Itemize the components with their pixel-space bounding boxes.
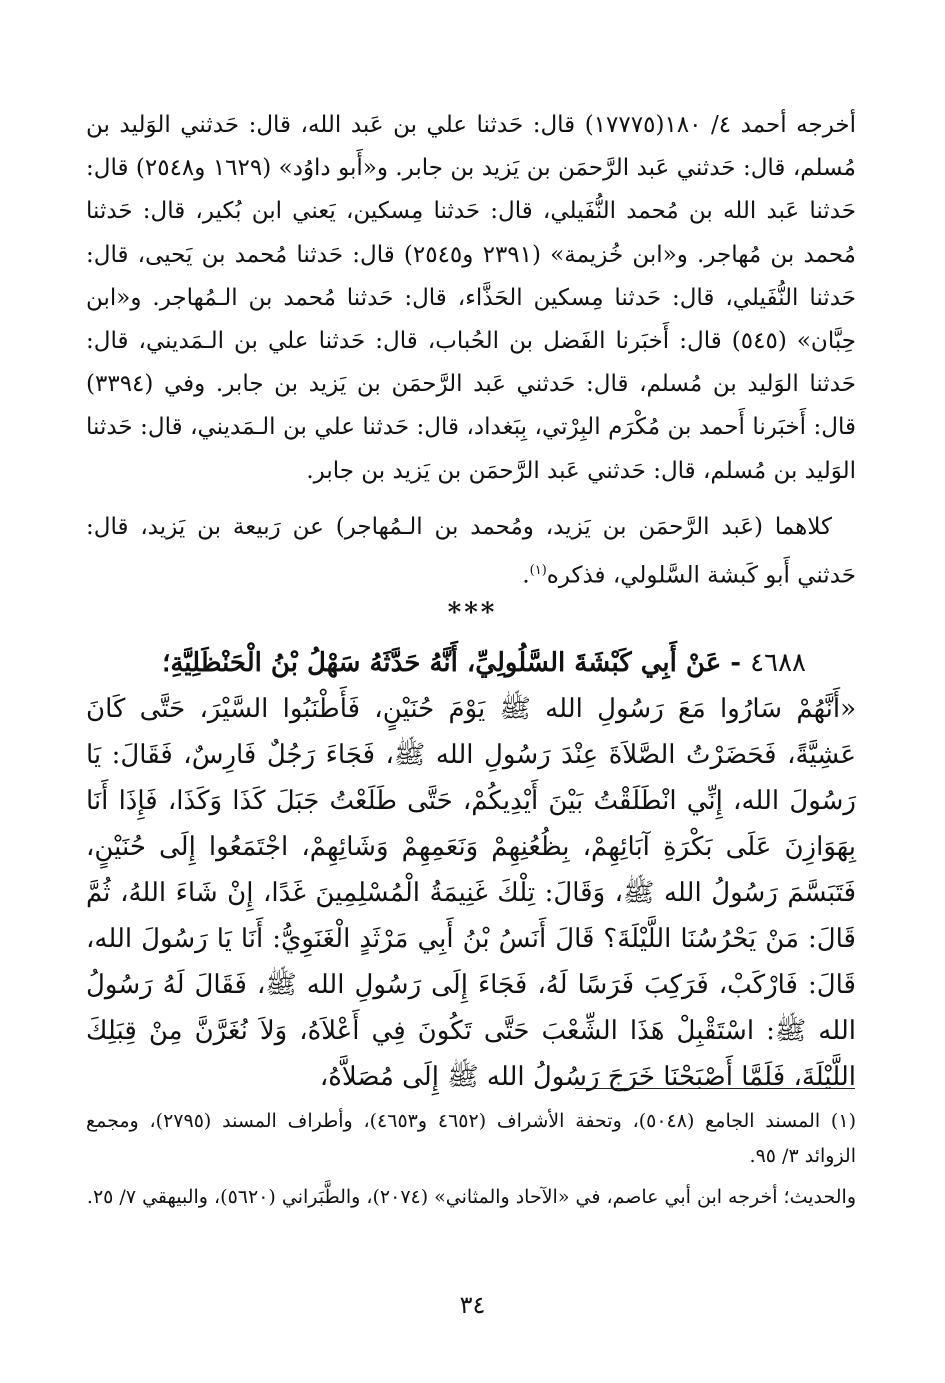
footnote-ref[interactable]: (١) <box>529 563 547 579</box>
chain-conclusion-text <box>86 506 856 598</box>
page-number: ٣٤ <box>459 1291 486 1319</box>
chain-conclusion-end: . <box>522 562 530 589</box>
footnote-1: (١) المسند الجامع (٥٠٤٨)، وتحفة الأشراف (٤٦٥٢ و٤٦٥٣)، وأطراف المسند (٢٧٩٥)، ومجمع الزوائد ٣/ ٩٥. <box>86 1110 856 1167</box>
hadith-number: ٤٦٨٨ <box>750 648 806 678</box>
takhrij-paragraph <box>86 104 856 493</box>
hadith-dash: - <box>730 648 742 678</box>
takhrij-text: أخرجه أحمد ٤/ ١٨٠(١٧٧٧٥) قال: حَدثنا علي بن عَبد الله، قال: حَدثني الوَليد بن مُسلم، قال: حَدثني عَبد الرَّحمَن بن يَزيد بن جابر. و«أَبو داوُد» (١٦٢٩ و٢٥٤٨) قال: حَدثنا عَبد الله بن مُحمد النُّفَيلي، قال: حَدثنا مِسكين، يَعني ابن بُكير، قال: حَدثنا مُحمد بن مُهاجر. و«ابن خُزيمة» (٢٣٩١ و٢٥٤٥) قال: حَدثنا مُحمد بن يَحيى، قال: حَدثنا النُّفَيلي، قال: حَدثنا مِسكين الحَذَّاء، قال: حَدثنا مُحمد بن الـمُهاجر. و«ابن حِبَّان» (٥٤٥) قال: أَخبَرنا الفَضل بن الحُباب، قال: حَدثنا علي بن الـمَديني، قال: حَدثنا الوَليد بن مُسلم، قال: حَدثني عَبد الرَّحمَن بن يَزيد بن جابر. وفي (٣٣٩٤) قال: أَخبَرنا أَحمد بن مُكْرَم البِرْتي، بِبَغداد، قال: حَدثنا علي بن الـمَديني، قال: حَدثنا الوَليد بن مُسلم، قال: حَدثني عَبد الرَّحمَن بن يَزيد بن جابر. <box>86 112 857 484</box>
footnote-2: والحديث؛ أخرجه ابن أبي عاصم، في «الآحاد والمثاني» (٢٠٧٤)، والطَّبَراني (٥٦٢٠)، والبيهقي ٧/ ٢٥. <box>86 1186 856 1208</box>
chain-conclusion-body: كلاهما (عَبد الرَّحمَن بن يَزيد، ومُحمد بن الـمُهاجر) عن رَبيعة بن يَزيد، قال: حَدثني أَبو كَبشة السَّلولي، فذكره <box>86 514 856 589</box>
hadith-heading <box>86 640 856 686</box>
section-separator: *** <box>447 598 498 628</box>
hadith-isnad: عَنْ أَبِي كَبْشَةَ السَّلُولِيِّ، أَنَّهُ حَدَّثَهُ سَهْلُ بْنُ الْحَنْظَلِيَّةِ؛ <box>162 648 722 678</box>
hadith-text: «أَنَّهُمْ سَارُوا مَعَ رَسُولِ الله ﷺ يَوْمَ حُنَيْنٍ، فَأَطْنَبُوا السَّيْرَ، حَتَّى كَانَ عَشِيَّةً، فَحَضَرْتُ الصَّلاَةَ عِنْدَ رَسُولِ الله ﷺ، فَجَاءَ رَجُلٌ فَارِسٌ، فَقَالَ: يَا رَسُولَ الله، إِنِّي انْطَلَقْتُ بَيْنَ أَيْدِيكُمْ، حَتَّى طَلَعْتُ جَبَلَ كَذَا وَكَذَا، فَإِذَا أَنَا بِهَوَازِنَ عَلَى بَكْرَةِ آبَائِهِمْ، بِظُعُنِهِمْ وَنَعَمِهِمْ وَشَائِهِمْ، اجْتَمَعُوا إِلَى حُنَيْنٍ، فَتَبَسَّمَ رَسُولُ الله ﷺ، وَقَالَ: تِلْكَ غَنِيمَةُ الْمُسْلِمِينَ غَدًا، إِنْ شَاءَ اللهُ، ثُمَّ قَالَ: مَنْ يَحْرُسُنَا اللَّيْلَةَ؟ قَالَ أَنَسُ بْنُ أَبِي مَرْثَدٍ الْغَنَوِيُّ: أَنَا يَا رَسُولَ الله، قَالَ: فَارْكَبْ، فَرَكِبَ فَرَسًا لَهُ، فَجَاءَ إِلَى رَسُولِ الله ﷺ، فَقَالَ لَهُ رَسُولُ الله ﷺ: اسْتَقْبِلْ هَذَا الشِّعْبَ حَتَّى تَكُونَ فِي أَعْلاَهُ، وَلاَ نُغَرَّنَّ مِنْ قِبَلِكَ اللَّيْلَةَ، فَلَمَّا أَصْبَحْنَا خَرَجَ رَسُولُ الله ﷺ إِلَى مُصَلاَّهُ، <box>86 694 856 1092</box>
chain-conclusion <box>86 506 856 598</box>
footnote-divider <box>575 1088 855 1089</box>
footnotes <box>86 1104 856 1221</box>
